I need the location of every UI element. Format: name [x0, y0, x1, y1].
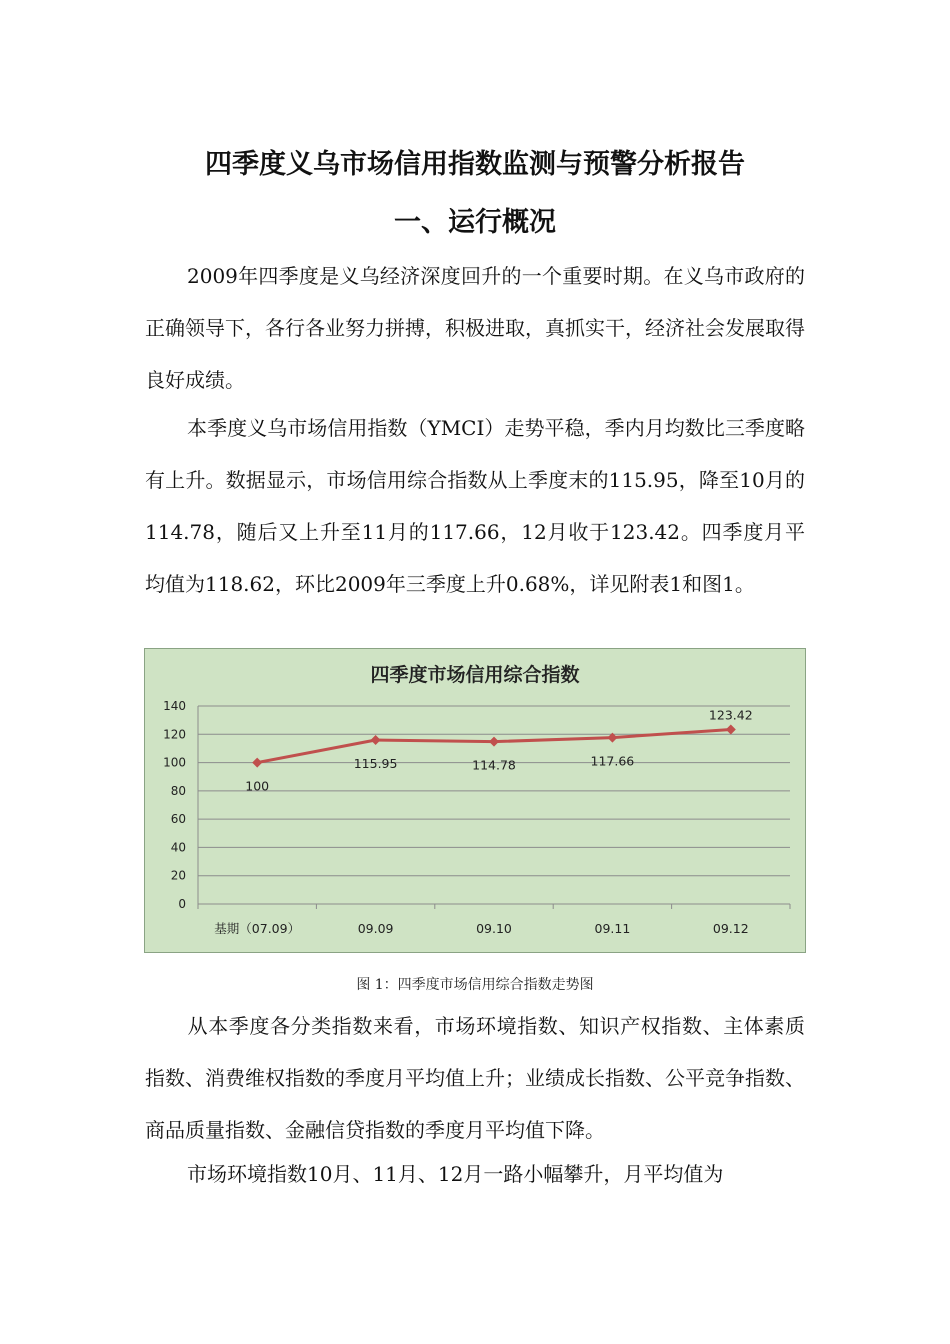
- paragraph-3-text: 从本季度各分类指数来看，市场环境指数、知识产权指数、主体素质指数、消费维权指数的季度月平均值上升；业绩成长指数、公平竞争指数、商品质量指数、金融信贷指数的季度月平均值下降。: [145, 1014, 805, 1142]
- data-point-marker: [726, 724, 736, 734]
- y-tick-label: 20: [170, 868, 186, 883]
- section-heading: 一、运行概况: [394, 207, 556, 238]
- paragraph-4-text: 市场环境指数10月、11月、12月一路小幅攀升，月平均值为: [187, 1162, 724, 1186]
- x-tick-label: 09.09: [357, 921, 394, 936]
- data-label: 115.95: [353, 756, 398, 772]
- y-tick-label: 60: [170, 812, 186, 827]
- paragraph-2-text: 本季度义乌市场信用指数（YMCI）走势平稳，季内月均数比三季度略有上升。数据显示，市场信用综合指数从上季度末的115.95，降至10月的114.78，随后又上升至11月的117.66，12月收于123.42。四季度月平均值为118.62，环比2009年三季度上升0.68%，详见附表1和图1。: [145, 416, 805, 596]
- y-tick-label: 0: [178, 897, 186, 911]
- y-tick-label: 100: [163, 755, 186, 770]
- paragraph-2: [145, 402, 805, 610]
- data-point-marker: [252, 758, 262, 768]
- y-tick-label: 40: [170, 840, 186, 855]
- data-label: 114.78: [472, 757, 516, 773]
- data-point-marker: [489, 737, 499, 747]
- data-point-marker: [371, 735, 381, 745]
- paragraph-1-text: 2009年四季度是义乌经济深度回升的一个重要时期。在义乌市政府的正确领导下，各行各业努力拼搏，积极进取，真抓实干，经济社会发展取得良好成绩。: [145, 264, 805, 392]
- paragraph-1: [145, 250, 805, 406]
- x-tick-label: 09.12: [712, 921, 749, 936]
- y-tick-label: 120: [163, 727, 186, 742]
- y-tick-label: 80: [170, 783, 186, 798]
- figure-caption: 图 1：四季度市场信用综合指数走势图: [356, 977, 594, 993]
- data-label: 123.42: [708, 707, 753, 723]
- paragraph-4: [145, 1148, 805, 1200]
- x-tick-label: 09.10: [476, 921, 512, 936]
- x-tick-label: 基期（07.09）: [214, 921, 301, 936]
- x-tick-label: 09.11: [594, 921, 631, 936]
- y-tick-label: 140: [163, 699, 186, 713]
- document-title: 四季度义乌市场信用指数监测与预警分析报告: [205, 149, 745, 180]
- line-chart: [144, 648, 806, 953]
- chart-canvas: [145, 649, 805, 952]
- paragraph-3: [145, 1000, 805, 1156]
- data-label: 100: [245, 778, 270, 794]
- chart-title: 四季度市场信用综合指数: [370, 664, 580, 686]
- data-label: 117.66: [590, 753, 635, 769]
